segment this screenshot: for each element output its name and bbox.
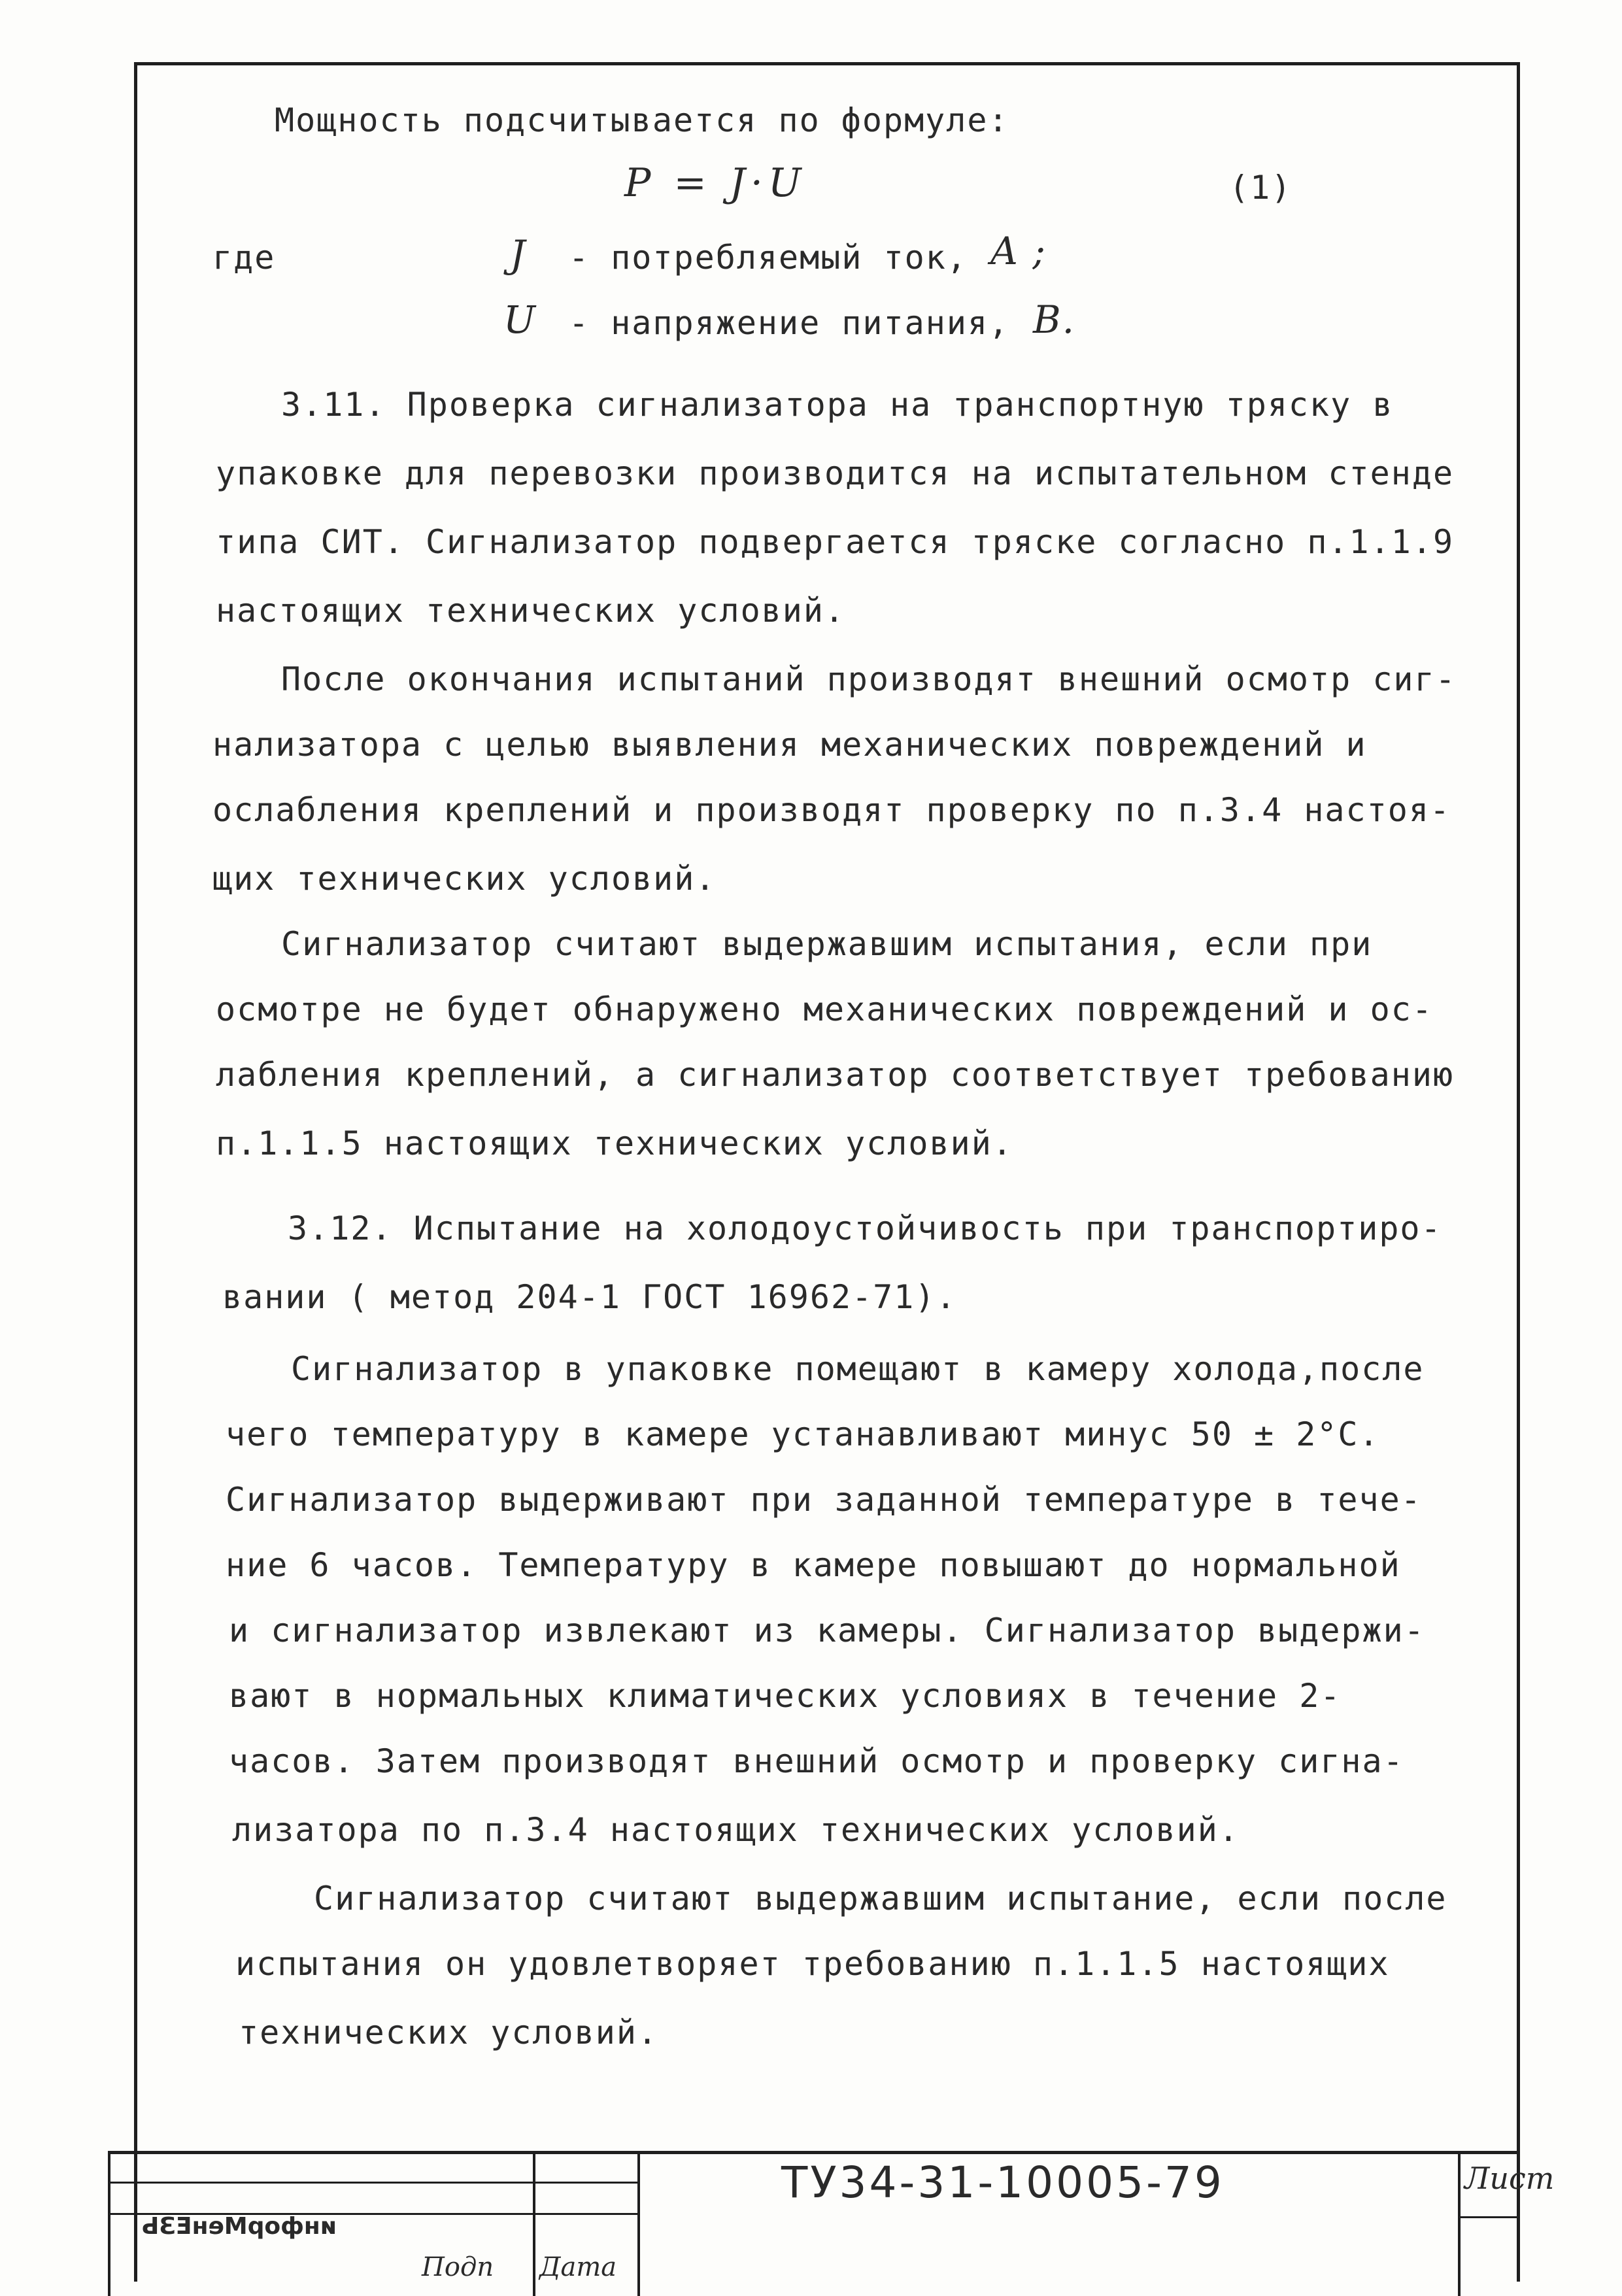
p311-line-3: типа СИТ. Сигнализатор подвергается тряске согласно п.1.1.9 bbox=[216, 523, 1455, 561]
p312b-line-4: ние 6 часов. Температуру в камере повышают до нормальной bbox=[226, 1546, 1401, 1584]
document-designation: ТУ34-31-10005-79 bbox=[781, 2157, 1225, 2208]
sheet-label: Лист bbox=[1464, 2161, 1555, 2196]
var-u-unit: B. bbox=[1033, 297, 1076, 342]
p312b-line-8: лизатора по п.3.4 настоящих технических условий. bbox=[232, 1811, 1240, 1849]
p311-line-4: настоящих технических условий. bbox=[216, 592, 846, 630]
p311c-line-2: осмотре не будет обнаружено механических повреждений и ос- bbox=[216, 990, 1433, 1028]
title-block-rule bbox=[108, 2182, 637, 2184]
p312c-line-1: Сигнализатор считают выдержавшим испытание, если после bbox=[314, 1880, 1447, 1917]
p312c-line-2: испытания он удовлетворяет требованию п.1.1.5 настоящих bbox=[235, 1945, 1390, 1983]
title-block-divider bbox=[1458, 2154, 1461, 2296]
p311b-line-4: щих технических условий. bbox=[212, 860, 717, 898]
p311-line-2: упаковке для перевозки производится на испытательном стенде bbox=[216, 454, 1455, 492]
title-block-divider bbox=[533, 2154, 535, 2296]
formula-intro: Мощность подсчитывается по формуле: bbox=[275, 101, 1009, 139]
p312b-line-5: и сигнализатор извлекают из камеры. Сигнализатор выдержи- bbox=[229, 1612, 1425, 1649]
p311c-line-4: п.1.1.5 настоящих технических условий. bbox=[216, 1124, 1013, 1162]
p311b-line-2: нализатора с целью выявления механических повреждений и bbox=[212, 726, 1367, 764]
title-block-divider bbox=[108, 2154, 110, 2296]
mirrored-stamp-text: инфорМенЕЗЬ bbox=[141, 2213, 337, 2240]
p311b-line-3: ослабления креплений и производят проверку по п.3.4 настоя- bbox=[212, 791, 1451, 829]
title-block-rule bbox=[1458, 2216, 1520, 2218]
p311-line-1: 3.11. Проверка сигнализатора на транспортную тряску в bbox=[281, 386, 1394, 424]
formula-number: (1) bbox=[1229, 169, 1293, 207]
signature-label: Подп bbox=[422, 2252, 494, 2282]
p312-line-2: вании ( метод 204-1 ГОСТ 16962-71). bbox=[222, 1278, 957, 1316]
title-block bbox=[108, 2151, 1555, 2296]
p312b-line-2: чего температуру в камере устанавливают минус 50 ± 2°С. bbox=[226, 1415, 1380, 1453]
p312-line-1: 3.12. Испытание на холодоустойчивость при транспортиро- bbox=[288, 1209, 1442, 1247]
var-j-unit: A ; bbox=[990, 229, 1047, 273]
p312b-line-1: Сигнализатор в упаковке помещают в камеру холода,после bbox=[291, 1350, 1425, 1388]
title-block-divider bbox=[637, 2154, 640, 2296]
var-u-desc: - напряжение питания, bbox=[569, 304, 1010, 342]
p311b-line-1: После окончания испытаний производят внешний осмотр сиг- bbox=[281, 660, 1457, 698]
var-j-desc: - потребляемый ток, bbox=[569, 239, 968, 277]
p312b-line-3: Сигнализатор выдерживают при заданной температуре в тече- bbox=[226, 1481, 1422, 1519]
where-label: где bbox=[212, 239, 276, 277]
formula: P = J·U bbox=[624, 160, 807, 206]
p311c-line-1: Сигнализатор считают выдержавшим испытания, если при bbox=[281, 925, 1373, 963]
p312b-line-7: часов. Затем производят внешний осмотр и проверку сигна- bbox=[229, 1742, 1404, 1780]
p311c-line-3: лабления креплений, а сигнализатор соответствует требованию bbox=[216, 1056, 1455, 1094]
date-label: Дата bbox=[539, 2252, 617, 2282]
p312b-line-6: вают в нормальных климатических условиях в течение 2- bbox=[229, 1677, 1342, 1715]
var-u-symbol: U bbox=[503, 297, 537, 342]
p312c-line-3: технических условий. bbox=[239, 2014, 659, 2051]
var-j-symbol: J bbox=[510, 232, 527, 277]
